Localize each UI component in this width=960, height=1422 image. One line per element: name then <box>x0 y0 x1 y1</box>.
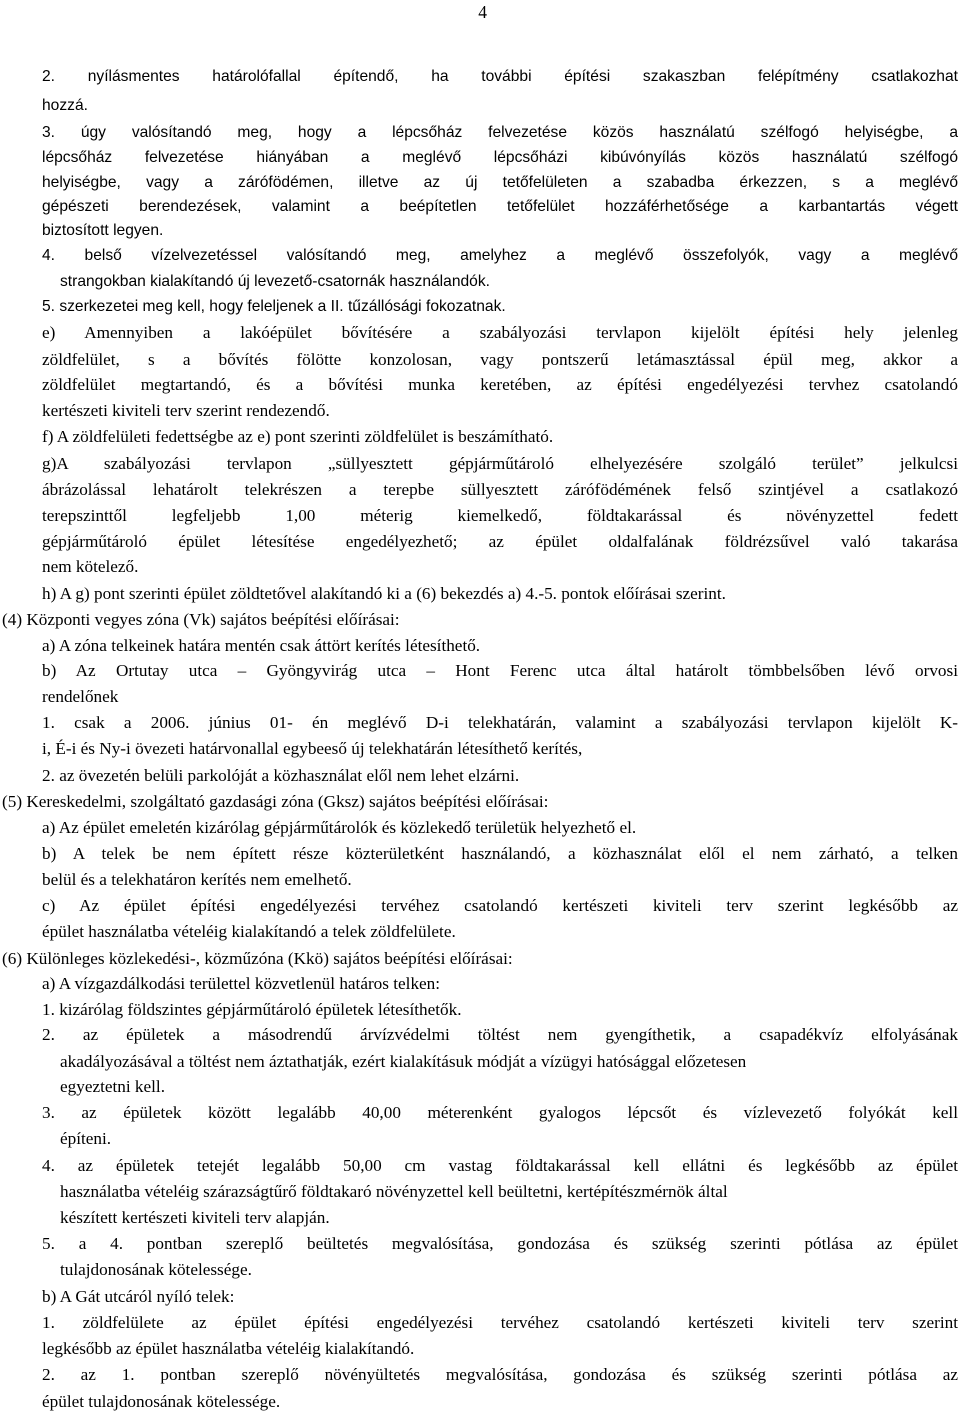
text-line: egyeztetni kell. <box>60 1077 165 1096</box>
text-line: 4. belső vízelvezetéssel valósítandó meg, amelyhez a meglévő összefolyók, vagy a meglévő <box>42 247 958 264</box>
text-line: b) A Gát utcáról nyíló telek: <box>42 1287 235 1306</box>
text-line: 1. zöldfelülete az épület építési engedélyezési tervéhez csatolandó kertészeti kiviteli terv szerint <box>42 1313 958 1332</box>
text-line: tulajdonosának kötelessége. <box>60 1260 252 1279</box>
text-line: hozzá. <box>42 97 88 114</box>
text-line: b) A telek be nem épített része közterületként használandó, a közhasználat elől el nem zárható, a telken <box>42 844 958 863</box>
text-line: kertészeti kiviteli terv szerint rendezendő. <box>42 401 330 420</box>
text-line: 1. kizárólag földszintes gépjárműtároló épületek létesíthetők. <box>42 1000 462 1019</box>
text-line: f) A zöldfelületi fedettségbe az e) pont szerinti zöldfelület is beszámítható. <box>42 427 554 446</box>
text-line: 2. az övezetén belüli parkolóját a közhasználat elől nem lehet elzárni. <box>42 766 520 785</box>
text-line: nem kötelező. <box>42 557 139 576</box>
text-line: használatba vételéig szárazságtűrő földtakaró növényzettel kell beültetni, kertépítészmérnök által <box>60 1182 728 1201</box>
text-line: c) Az épület építési engedélyezési tervéhez csatolandó kertészeti kiviteli terv szerint legkésőbb az <box>42 896 958 915</box>
text-line: 3. az épületek között legalább 40,00 méterenként gyalogos lépcsőt és vízlevezető folyókát kell <box>42 1103 958 1122</box>
text-line: 3. úgy valósítandó meg, hogy a lépcsőház felvezetése közös használatú szélfogó helyiségbe, a <box>42 124 958 141</box>
text-line: 5. szerkezetei meg kell, hogy feleljenek a II. tűzállósági fokozatnak. <box>42 298 506 315</box>
text-line: belül és a telekhatáron kerítés nem emelhető. <box>42 870 352 889</box>
text-line: építeni. <box>60 1129 112 1148</box>
text-line: 4. az épületek tetejét legalább 50,00 cm vastag földtakarással kell ellátni és legkésőbb az épület <box>42 1156 958 1175</box>
text-line: (5) Kereskedelmi, szolgáltató gazdasági zóna (Gksz) sajátos beépítési előírásai: <box>2 792 549 811</box>
text-line: 2. nyílásmentes határolófallal építendő, ha további építési szakaszban felépítmény csatlakozhat <box>42 68 958 85</box>
text-line: b) Az Ortutay utca – Gyöngyvirág utca – Hont Ferenc utca által határolt tömbbelsőben lévő orvosi <box>42 661 958 680</box>
text-line: (6) Különleges közlekedési-, közműzóna (Kkö) sajátos beépítési előírásai: <box>2 949 513 968</box>
text-line: a) A zóna telkeinek határa mentén csak áttört kerítés létesíthető. <box>42 636 481 655</box>
text-line: lépcsőház felvezetése hiányában a meglévő lépcsőházi kibúvónyílás közös használatú szélfogó <box>42 149 958 166</box>
text-line: 2. az 1. pontban szereplő növényültetés megvalósítása, gondozása és szükség szerinti pótlása az <box>42 1365 958 1384</box>
page-number: 4 <box>478 2 487 22</box>
text-line: a) A vízgazdálkodási területtel közvetlenül határos telken: <box>42 974 441 993</box>
text-line: zöldfelület, s a bővítés fölötte konzolosan, vagy pontszerű letámasztással épül meg, akkor a <box>42 350 958 369</box>
text-line: i, É-i és Ny-i övezeti határvonallal egybeeső új telekhatárán létesíthető kerítés, <box>42 739 583 758</box>
text-line: helyiségbe, vagy a zárófödémen, illetve az új tetőfelületen a szabadba érkezzen, s a meglévő <box>42 174 958 191</box>
text-line: rendelőnek <box>42 687 119 706</box>
text-line: gépészeti berendezések, valamint a beépítetlen tetőfelület hozzáférhetősége a karbantartás végett <box>42 198 958 215</box>
text-line: terepszinttől legfeljebb 1,00 méterig kiemelkedő, földtakarással és növényzettel fedett <box>42 506 958 525</box>
text-line: zöldfelület megtartandó, és a bővítési munka keretében, az építési engedélyezési tervhez csatolandó <box>42 375 958 394</box>
text-line: h) A g) pont szerinti épület zöldtetővel alakítandó ki a (6) bekezdés a) 4.-5. pontok előírásai szerint. <box>42 584 726 603</box>
text-line: ábrázolással lehatárolt telekrészen a terepbe süllyesztett zárófödémének felső szintjével a csatlakozó <box>42 480 958 499</box>
text-line: gépjárműtároló épület létesítése engedélyezhető; az épület oldalfalának földrézsűvel való takarása <box>42 532 958 551</box>
text-line: akadályozásával a töltést nem áztathatják, ezért kialakításuk módját a vízügyi hatósággal előzetesen <box>60 1052 747 1071</box>
text-line: biztosított legyen. <box>42 222 164 239</box>
text-line: e) Amennyiben a lakóépület bővítésére a szabályozási tervlapon kijelölt építési hely jelenleg <box>42 323 958 342</box>
text-line: strangokban kialakítandó új levezető-csatornák használandók. <box>60 273 490 290</box>
text-line: 2. az épületek a másodrendű árvízvédelmi töltést nem gyengíthetik, a csapadékvíz elfolyásának <box>42 1025 958 1044</box>
text-line: épület használatba vételéig kialakítandó a telek zöldfelülete. <box>42 922 456 941</box>
text-line: épület tulajdonosának kötelessége. <box>42 1392 281 1411</box>
text-line: (4) Központi vegyes zóna (Vk) sajátos beépítési előírásai: <box>2 610 400 629</box>
text-line: 5. a 4. pontban szereplő beültetés megvalósítása, gondozása és szükség szerinti pótlása az épület <box>42 1234 958 1253</box>
text-line: készített kertészeti kiviteli terv alapján. <box>60 1208 330 1227</box>
text-line: a) Az épület emeletén kizárólag gépjárműtárolók és közlekedő területük helyezhető el. <box>42 818 637 837</box>
text-line: g)A szabályozási tervlapon „süllyesztett gépjárműtároló elhelyezésére szolgáló terület” jelkulcsi <box>42 454 958 473</box>
text-line: legkésőbb az épület használatba vételéig kialakítandó. <box>42 1339 415 1358</box>
text-line: 1. csak a 2006. június 01- én meglévő D-i telekhatárán, valamint a szabályozási tervlapon kijelölt K- <box>42 713 958 732</box>
